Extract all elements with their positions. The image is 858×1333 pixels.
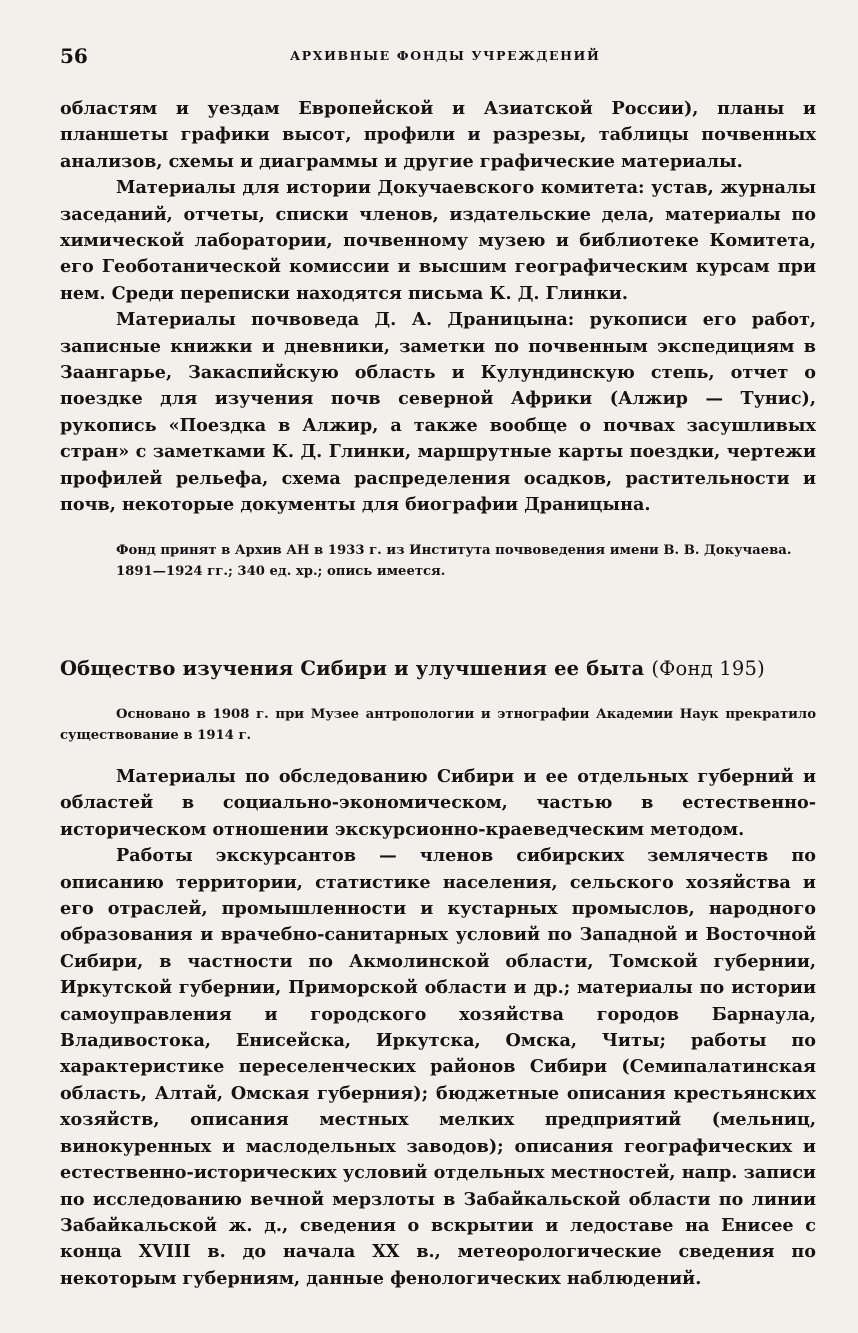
top-text-block (60, 96, 816, 519)
section-fond-number: (Фонд 195) (651, 657, 765, 680)
running-head: АРХИВНЫЕ ФОНДЫ УЧРЕЖДЕНИЙ (290, 48, 601, 63)
section-founding-note: Основано в 1908 г. при Музее антропологии и этнографии Академии Наук прекратило существование в 1914 г. (60, 707, 816, 743)
fund-note (60, 540, 816, 582)
paragraph-siberia-survey: Материалы по обследованию Сибири и ее отдельных губерний и областей в социально-экономическом, частью в естественно-историческом отношении экскурсионно-краеведческим методом. (60, 766, 816, 840)
paragraph-dokuchaev-committee: Материалы для истории Докучаевского комитета: устав, журналы заседаний, отчеты, списки членов, издательские дела, материалы по химической лаборатории, почвенному музею и библиотеке Комитета, его Геоботанической комиссии и высшим географическим курсам при нем. Среди переписки находятся письма К. Д. Глинки. (60, 177, 816, 304)
section-title-text: Общество изучения Сибири и улучшения ее быта (60, 657, 645, 680)
section-text-block (60, 764, 816, 1292)
fund-accession: Фонд принят в Архив АН в 1933 г. из Института почвоведения имени В. В. Докучаева. (116, 543, 792, 558)
page-header (60, 40, 818, 70)
section-note (60, 704, 816, 746)
paragraph-dranitsyn: Материалы почвоведа Д. А. Драницына: рукописи его работ, записные книжки и дневники, заметки по почвенным экспедициям в Заангарье, Закаспийскую область и Кулундинскую степь, отчет о поездке для изучения почв северной Африки (Алжир — Тунис), рукопись «Поездка в Алжир, а также вообще о почвах засушливых стран» с заметками К. Д. Глинки, маршрутные карты поездки, чертежи профилей рельефа, схема распределения осадков, растительности и почв, некоторые документы для биографии Драницына. (60, 309, 816, 516)
paragraph-excursion-works: Работы экскурсантов — членов сибирских землячеств по описанию территории, статистике населения, сельского хозяйства и его отраслей, промышленности и кустарных промыслов, народного образования и врачебно-санитарных условий по Западной и Восточной Сибири, в частности по Акмолинской области, Томской губернии, Иркутской губернии, Приморской области и др.; материалы по истории самоуправления и городского хозяйства городов Барнаула, Владивостока, Енисейска, Иркутска, Омска, Читы; работы по характеристике переселенческих районов Сибири (Семипалатинская область, Алтай, Омская губерния); бюджетные описания крестьянских хозяйств, описания местных мелких предприятий (мельниц, винокуренных и маслодельных заводов); описания географических и естественно-исторических условий отдельных местностей, напр. записи по исследованию вечной мерзлоты в Забайкальской области по линии Забайкальской ж. д., сведения о вскрытии и ледоставе на Енисее с конца XVIII в. до начала XX в., метеорологические сведения по некоторым губерниям, данные фенологических наблюдений. (60, 845, 816, 1289)
section-title (60, 657, 816, 680)
page-number: 56 (60, 44, 88, 68)
fund-extent: 1891—1924 гг.; 340 ед. хр.; опись имеется. (116, 564, 446, 579)
paragraph-graphics: областям и уездам Европейской и Азиатской России), планы и планшеты графики высот, профили и разрезы, таблицы почвенных анализов, схемы и диаграммы и другие графические материалы. (60, 98, 816, 172)
